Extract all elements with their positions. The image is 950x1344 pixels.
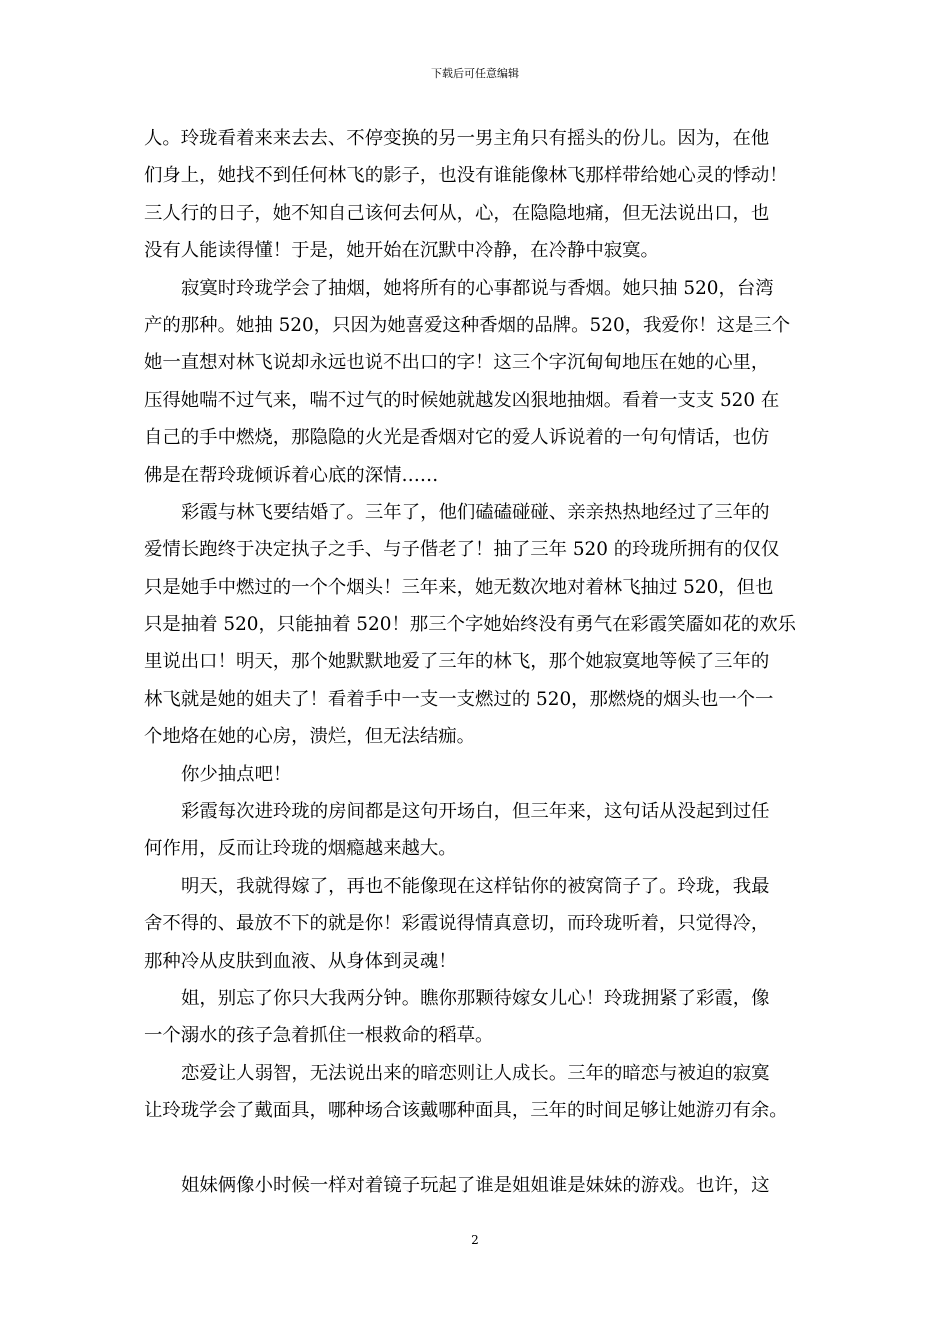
- text-line: 只是她手中燃过的一个个烟头！三年来，她无数次地对着林飞抽过 520，但也: [144, 576, 774, 598]
- text-line: 里说出口！明天，那个她默默地爱了三年的林飞，那个她寂寞地等候了三年的: [144, 651, 770, 673]
- text-line: 她一直想对林飞说却永远也说不出口的字！这三个字沉甸甸地压在她的心里，: [144, 352, 770, 374]
- text-line: 产的那种。她抽 520，只因为她喜爱这种香烟的品牌。520，我爱你！这是三个: [144, 314, 791, 336]
- text-line: 彩霞每次进玲珑的房间都是这句开场白，但三年来，这句话从没起到过任: [181, 801, 770, 823]
- text-line: 压得她喘不过气来，喘不过气的时候她就越发凶狠地抽烟。看着一支支 520 在: [144, 389, 780, 411]
- text-line: 个地烙在她的心房，溃烂，但无法结痂。: [144, 726, 476, 748]
- text-line: 恋爱让人弱智，无法说出来的暗恋则让人成长。三年的暗恋与被迫的寂寞: [181, 1062, 770, 1084]
- page-number: 2: [471, 1233, 479, 1247]
- text-line: 爱情长跑终于决定执子之手、与子偕老了！抽了三年 520 的玲珑所拥有的仅仅: [144, 539, 780, 561]
- text-line: 林飞就是她的姐夫了！看着手中一支一支燃过的 520，那燃烧的烟头也一个一: [144, 688, 774, 710]
- text-line: 让玲珑学会了戴面具，哪种场合该戴哪种面具，三年的时间足够让她游刃有余。: [144, 1100, 788, 1122]
- document-body: [144, 120, 808, 1204]
- text-line: 明天，我就得嫁了，再也不能像现在这样钻你的被窝筒子了。玲珑，我最: [181, 875, 770, 897]
- text-line: 自己的手中燃烧，那隐隐的火光是香烟对它的爱人诉说着的一句句情话，也仿: [144, 427, 770, 449]
- text-line: 你少抽点吧！: [181, 763, 292, 785]
- text-line: 佛是在帮玲珑倾诉着心底的深情……: [144, 464, 439, 486]
- text-line: 彩霞与林飞要结婚了。三年了，他们磕磕碰碰、亲亲热热地经过了三年的: [181, 501, 770, 523]
- text-line: [144, 1130, 808, 1167]
- text-line: 姐，别忘了你只大我两分钟。瞧你那颗待嫁女儿心！玲珑拥紧了彩霞，像: [181, 987, 770, 1009]
- text-line: 姐妹俩像小时候一样对着镜子玩起了谁是姐姐谁是妹妹的游戏。也许，这: [181, 1174, 770, 1196]
- text-line: 只是抽着 520，只能抽着 520！那三个字她始终没有勇气在彩霞笑靥如花的欢乐: [144, 614, 797, 636]
- text-line: 三人行的日子，她不知自己该何去何从，心，在隐隐地痛，但无法说出口，也: [144, 202, 770, 224]
- text-line: 何作用，反而让玲珑的烟瘾越来越大。: [144, 838, 457, 860]
- text-line: 们身上，她找不到任何林飞的影子，也没有谁能像林飞那样带给她心灵的悸动！: [144, 165, 788, 187]
- text-line: 那种冷从皮肤到血液、从身体到灵魂！: [144, 950, 457, 972]
- text-line: 寂寞时玲珑学会了抽烟，她将所有的心事都说与香烟。她只抽 520，台湾: [181, 277, 774, 299]
- text-line: 没有人能读得懂！于是，她开始在沉默中冷静，在冷静中寂寞。: [144, 240, 659, 262]
- text-line: 人。玲珑看着来来去去、不停变换的另一男主角只有摇头的份儿。因为，在他: [144, 128, 770, 149]
- text-line: 舍不得的、最放不下的就是你！彩霞说得情真意切，而玲珑听着，只觉得冷，: [144, 913, 770, 935]
- page-header: 下载后可任意编辑: [431, 67, 519, 80]
- text-line: 一个溺水的孩子急着抓住一根救命的稻草。: [144, 1025, 494, 1047]
